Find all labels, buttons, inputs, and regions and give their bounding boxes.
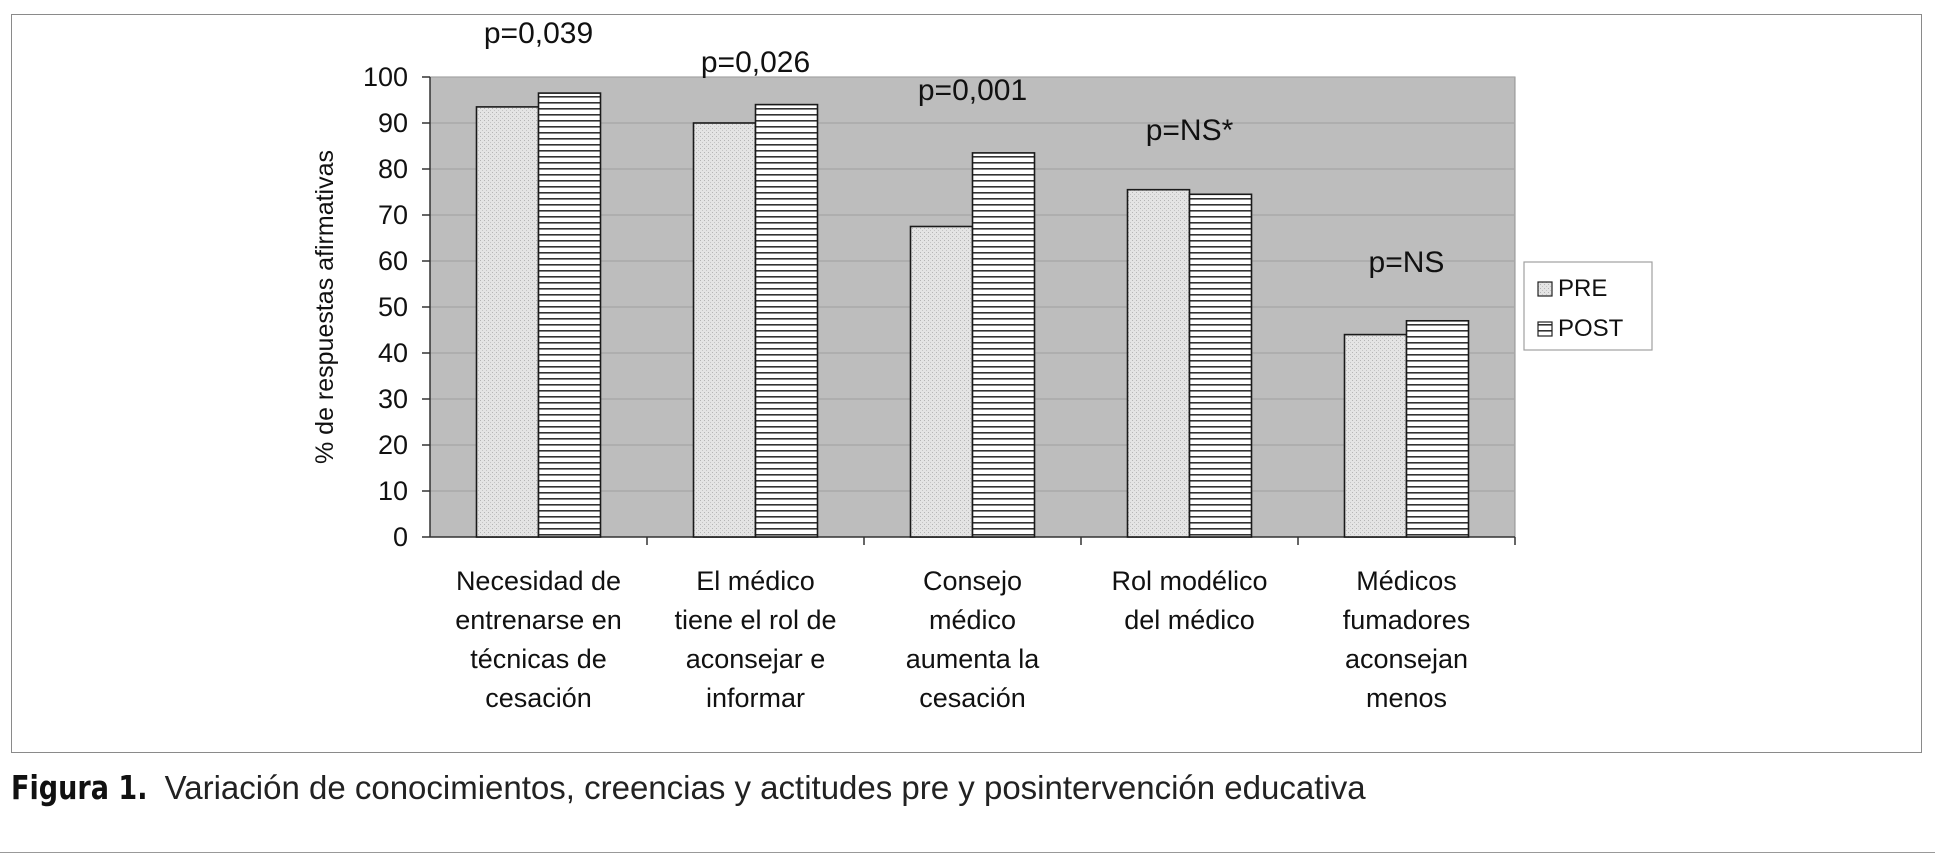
x-category-label: Consejo bbox=[922, 566, 1023, 596]
p-value-annotation: p=NS* bbox=[1145, 114, 1234, 147]
x-category-label: Médicos bbox=[1356, 566, 1457, 596]
y-tick-label: 50 bbox=[377, 292, 408, 322]
x-category-label: informar bbox=[705, 683, 806, 713]
p-value-annotation: p=0,039 bbox=[483, 17, 594, 50]
bar-pre bbox=[911, 227, 973, 538]
x-category-label: médico bbox=[928, 605, 1017, 635]
x-category-label: aumenta la bbox=[905, 644, 1040, 674]
y-tick-label: 100 bbox=[362, 62, 408, 92]
bar-pre bbox=[1345, 335, 1407, 537]
figure-caption bbox=[11, 768, 1366, 807]
bar-post bbox=[1407, 321, 1469, 537]
x-category-label: fumadores bbox=[1342, 605, 1471, 635]
bar-pre bbox=[694, 123, 756, 537]
bar-post bbox=[973, 153, 1035, 537]
x-category-label: Necesidad de bbox=[455, 566, 622, 596]
x-category-label: El médico bbox=[696, 566, 815, 596]
x-category-label: Rol modélico bbox=[1111, 566, 1268, 596]
x-category-label: cesación bbox=[485, 683, 592, 713]
y-tick-label: 80 bbox=[377, 154, 408, 184]
y-tick-label: 70 bbox=[377, 200, 408, 230]
p-value-annotation: p=NS bbox=[1368, 246, 1445, 279]
x-category-label: técnicas de bbox=[470, 644, 607, 674]
y-axis-label: % de respuestas afirmativas bbox=[311, 149, 339, 465]
legend-swatch-post bbox=[1538, 322, 1552, 336]
y-tick-label: 10 bbox=[377, 476, 408, 506]
bar-post bbox=[539, 93, 601, 537]
caption-text: Variación de conocimientos, creencias y actitudes pre y posintervención educativa bbox=[164, 769, 1366, 806]
y-tick-label: 30 bbox=[377, 384, 408, 414]
y-tick-label: 90 bbox=[377, 108, 408, 138]
legend-label-pre: PRE bbox=[1558, 275, 1608, 302]
x-category-label: aconsejar e bbox=[685, 644, 826, 674]
caption-label: Figura 1. bbox=[11, 768, 148, 807]
x-category-label: entrenarse en bbox=[455, 605, 622, 635]
x-category-label: tiene el rol de bbox=[674, 605, 837, 635]
p-value-annotation: p=0,001 bbox=[917, 74, 1028, 107]
bar-pre bbox=[1128, 190, 1190, 537]
bar-post bbox=[1190, 194, 1252, 537]
y-tick-label: 0 bbox=[392, 522, 408, 552]
x-category-label: cesación bbox=[919, 683, 1026, 713]
y-tick-label: 40 bbox=[377, 338, 408, 368]
x-category-label: menos bbox=[1365, 683, 1448, 713]
bottom-rule bbox=[0, 852, 1935, 853]
legend-swatch-pre bbox=[1538, 282, 1552, 296]
bar-post bbox=[756, 105, 818, 537]
bar-pre bbox=[477, 107, 539, 537]
legend bbox=[1524, 262, 1652, 350]
p-value-annotation: p=0,026 bbox=[700, 46, 811, 79]
y-tick-label: 20 bbox=[377, 430, 408, 460]
x-category-label: aconsejan bbox=[1344, 644, 1469, 674]
y-tick-label: 60 bbox=[377, 246, 408, 276]
legend-label-post: POST bbox=[1558, 315, 1624, 342]
x-category-label: del médico bbox=[1124, 605, 1255, 635]
